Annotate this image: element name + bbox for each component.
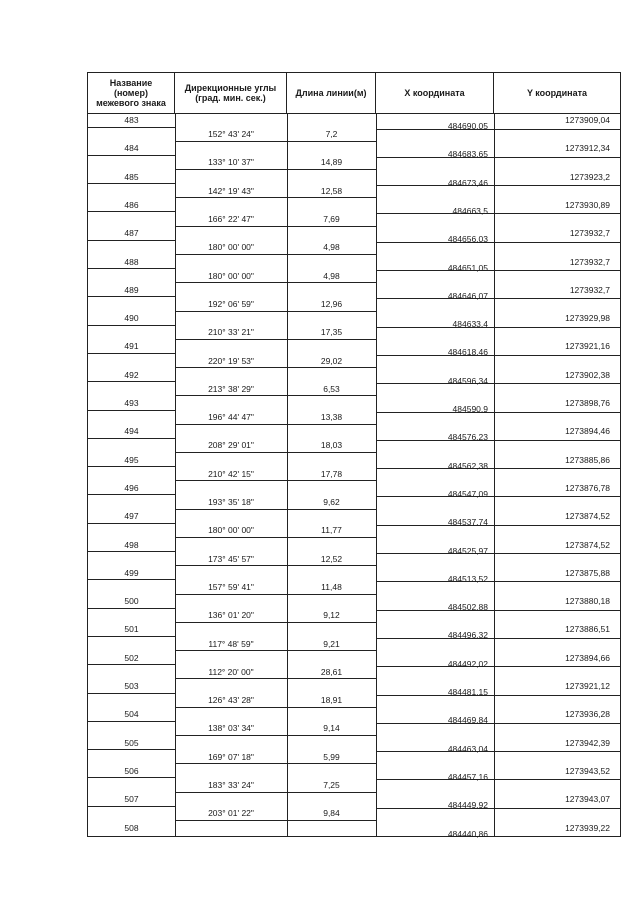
segment-divider	[175, 650, 376, 651]
direction-angle: 169° 07' 18"	[208, 751, 254, 762]
direction-angle: 180° 00' 00"	[208, 270, 254, 281]
direction-angle: 126° 43' 28"	[208, 695, 254, 706]
line-length: 7,25	[323, 780, 340, 791]
line-length: 9,12	[323, 610, 340, 621]
x-coordinate: 484547,09	[447, 488, 488, 499]
y-coordinate: 1273939,22	[565, 822, 610, 833]
header-direction-angle: Дирекционные углы (град. мин. сек.)	[175, 73, 287, 113]
point-name: 508	[124, 822, 139, 833]
row-divider	[376, 468, 620, 469]
row-divider	[88, 494, 175, 495]
direction-angle: 157° 59' 41"	[208, 581, 254, 592]
row-divider	[88, 353, 175, 354]
row-divider	[376, 581, 620, 582]
x-coordinate: 484633,4	[452, 319, 488, 330]
point-name: 492	[124, 369, 139, 380]
y-coordinate: 1273874,52	[565, 539, 610, 550]
y-coordinate: 1273943,07	[565, 794, 610, 805]
line-length: 11,77	[321, 525, 342, 536]
y-coordinate: 1273894,66	[565, 652, 610, 663]
direction-angle: 192° 06' 59"	[208, 298, 254, 309]
y-coordinate: 1273932,7	[569, 228, 610, 239]
x-coordinate: 484463,04	[447, 743, 488, 754]
row-divider	[376, 723, 620, 724]
y-coordinate: 1273902,38	[565, 369, 610, 380]
segment-divider	[175, 169, 376, 170]
direction-angle: 133° 10' 37"	[208, 157, 254, 168]
row-divider	[376, 129, 620, 130]
point-name: 486	[124, 199, 139, 210]
point-name: 501	[124, 624, 139, 635]
segment-divider	[175, 226, 376, 227]
y-coordinate: 1273885,86	[565, 454, 610, 465]
direction-angle: 173° 45' 57"	[208, 553, 254, 564]
x-coordinate: 484651,05	[447, 262, 488, 273]
row-divider	[376, 666, 620, 667]
row-divider	[376, 525, 620, 526]
x-coordinate: 484525,97	[447, 545, 488, 556]
row-divider	[376, 496, 620, 497]
direction-angle: 180° 00' 00"	[208, 242, 254, 253]
segment-divider	[175, 594, 376, 595]
point-name: 497	[124, 511, 139, 522]
x-coordinate: 484457,16	[447, 771, 488, 782]
y-coordinate: 1273930,89	[565, 199, 610, 210]
y-coordinate: 1273876,78	[565, 482, 610, 493]
x-coordinate: 484537,74	[447, 517, 488, 528]
y-coordinate: 1273880,18	[565, 596, 610, 607]
segment-divider	[175, 763, 376, 764]
x-coordinate: 484646,07	[447, 290, 488, 301]
line-length: 14,89	[320, 157, 343, 168]
row-divider	[88, 155, 175, 156]
column-divider	[494, 113, 495, 836]
boundary-coordinates-table	[87, 72, 621, 837]
y-coordinate: 1273936,28	[565, 709, 610, 720]
row-divider	[88, 551, 175, 552]
direction-angle: 193° 35' 18"	[208, 497, 254, 508]
segment-divider	[175, 735, 376, 736]
line-length: 9,84	[323, 808, 340, 819]
direction-angle: 138° 03' 34"	[208, 723, 254, 734]
line-length: 7,69	[323, 214, 340, 225]
row-divider	[88, 240, 175, 241]
row-divider	[88, 636, 175, 637]
line-length: 4,98	[323, 270, 340, 281]
row-divider	[376, 383, 620, 384]
x-coordinate: 484656,03	[447, 234, 488, 245]
x-coordinate: 484683,65	[447, 149, 488, 160]
row-divider	[88, 410, 175, 411]
x-coordinate: 484469,84	[447, 715, 488, 726]
point-name: 490	[124, 313, 139, 324]
line-length: 9,21	[323, 638, 340, 649]
direction-angle: 152° 43' 24"	[208, 129, 254, 140]
segment-divider	[175, 339, 376, 340]
segment-divider	[175, 141, 376, 142]
segment-divider	[175, 678, 376, 679]
direction-angle: 203° 01' 22"	[208, 808, 254, 819]
row-divider	[376, 638, 620, 639]
point-name: 488	[124, 256, 139, 267]
direction-angle: 142° 19' 43"	[208, 185, 254, 196]
segment-divider	[175, 254, 376, 255]
segment-divider	[175, 395, 376, 396]
row-divider	[376, 355, 620, 356]
row-divider	[376, 298, 620, 299]
segment-divider	[175, 424, 376, 425]
row-divider	[376, 808, 620, 809]
header-line-length: Длина линии(м)	[287, 73, 376, 113]
column-divider	[376, 113, 377, 836]
point-name: 504	[124, 709, 139, 720]
x-coordinate: 484618,46	[447, 347, 488, 358]
row-divider	[88, 325, 175, 326]
x-coordinate: 484440,86	[447, 828, 488, 839]
point-name: 493	[124, 398, 139, 408]
x-coordinate: 484513,52	[447, 573, 488, 584]
segment-divider	[175, 707, 376, 708]
header-y-coordinate: Y координата	[526, 88, 588, 98]
y-coordinate: 1273932,7	[569, 256, 610, 267]
segment-divider	[175, 311, 376, 312]
direction-angle: 220° 19' 53"	[208, 355, 254, 366]
y-coordinate: 1273929,98	[565, 313, 610, 324]
line-length: 17,78	[320, 468, 343, 479]
row-divider	[88, 664, 175, 665]
row-divider	[88, 127, 175, 128]
segment-divider	[175, 452, 376, 453]
row-divider	[376, 242, 620, 243]
point-name: 505	[124, 737, 139, 748]
line-length: 12,58	[320, 185, 343, 196]
point-name: 484	[124, 143, 139, 154]
row-divider	[376, 440, 620, 441]
row-divider	[88, 381, 175, 382]
line-length: 4,98	[323, 242, 340, 253]
y-coordinate: 1273874,52	[565, 511, 610, 522]
line-length: 18,91	[320, 695, 343, 706]
x-coordinate: 484673,46	[447, 177, 488, 188]
row-divider	[376, 213, 620, 214]
segment-divider	[175, 509, 376, 510]
row-divider	[88, 777, 175, 778]
point-name: 503	[124, 681, 139, 691]
x-coordinate: 484492,02	[447, 658, 488, 669]
line-length: 9,62	[323, 497, 340, 508]
row-divider	[88, 749, 175, 750]
x-coordinate: 484449,92	[447, 800, 488, 811]
row-divider	[376, 157, 620, 158]
segment-divider	[175, 565, 376, 566]
row-divider	[88, 523, 175, 524]
header-x-coordinate: X координата	[376, 73, 494, 113]
y-coordinate: 1273894,46	[565, 426, 610, 437]
segment-divider	[175, 820, 376, 821]
point-name: 507	[124, 794, 139, 805]
row-divider	[88, 268, 175, 269]
point-name: 502	[124, 652, 139, 663]
y-coordinate: 1273912,34	[565, 143, 610, 154]
segment-divider	[175, 367, 376, 368]
point-name: 494	[124, 426, 139, 437]
line-length: 13,38	[320, 412, 343, 423]
header-divider	[88, 113, 620, 114]
row-divider	[88, 211, 175, 212]
row-divider	[88, 693, 175, 694]
x-coordinate: 484690,05	[447, 121, 488, 131]
row-divider	[376, 695, 620, 696]
line-length: 12,96	[320, 298, 343, 309]
line-length: 28,61	[320, 666, 343, 677]
line-length: 9,14	[323, 723, 340, 734]
y-coordinate: 1273898,76	[565, 398, 610, 408]
point-name: 495	[124, 454, 139, 465]
point-name: 487	[124, 228, 139, 239]
line-length: 17,35	[320, 327, 343, 338]
direction-angle: 210° 33' 21"	[208, 327, 254, 338]
segment-divider	[175, 792, 376, 793]
line-length: 12,52	[320, 553, 343, 564]
point-name: 496	[124, 482, 139, 493]
x-coordinate: 484496,32	[447, 630, 488, 641]
direction-angle: 183° 33' 24"	[208, 780, 254, 791]
row-divider	[88, 806, 175, 807]
y-coordinate: 1273921,16	[565, 341, 610, 352]
direction-angle: 196° 44' 47"	[208, 412, 254, 423]
point-name: 498	[124, 539, 139, 550]
line-length: 11,48	[321, 581, 342, 592]
line-length: 18,03	[320, 440, 343, 451]
direction-angle: 208° 29' 01"	[208, 440, 254, 451]
x-coordinate: 484596,34	[447, 375, 488, 386]
row-divider	[376, 610, 620, 611]
y-coordinate: 1273942,39	[565, 737, 610, 748]
direction-angle: 117° 48' 59"	[208, 638, 254, 649]
row-divider	[88, 466, 175, 467]
point-name: 506	[124, 765, 139, 776]
direction-angle: 166° 22' 47"	[208, 214, 254, 225]
row-divider	[88, 296, 175, 297]
row-divider	[376, 270, 620, 271]
line-length: 29,02	[320, 355, 343, 366]
row-divider	[88, 438, 175, 439]
direction-angle: 210° 42' 15"	[208, 468, 254, 479]
y-coordinate: 1273909,04	[565, 115, 610, 125]
row-divider	[376, 751, 620, 752]
row-divider	[88, 721, 175, 722]
direction-angle: 180° 00' 00"	[208, 525, 254, 536]
point-name: 491	[124, 341, 139, 352]
x-coordinate: 484502,88	[447, 602, 488, 613]
row-divider	[376, 185, 620, 186]
line-length: 7,2	[325, 129, 338, 140]
point-name: 489	[124, 284, 139, 295]
row-divider	[376, 553, 620, 554]
direction-angle: 112° 20' 00"	[208, 666, 254, 677]
x-coordinate: 484481,15	[447, 687, 488, 697]
x-coordinate: 484576,23	[447, 432, 488, 443]
row-divider	[376, 412, 620, 413]
x-coordinate: 484562,38	[447, 460, 488, 471]
point-name: 485	[124, 171, 139, 182]
direction-angle: 213° 38' 29"	[208, 383, 254, 394]
line-length: 6,53	[323, 383, 340, 394]
y-coordinate: 1273923,2	[569, 171, 610, 182]
segment-divider	[175, 197, 376, 198]
segment-divider	[175, 480, 376, 481]
point-name: 483	[124, 115, 139, 125]
point-name: 499	[124, 567, 139, 578]
segment-divider	[175, 282, 376, 283]
row-divider	[376, 779, 620, 780]
direction-angle: 136° 01' 20"	[208, 610, 254, 621]
y-coordinate: 1273886,51	[565, 624, 610, 635]
row-divider	[88, 608, 175, 609]
x-coordinate: 484663,5	[452, 205, 488, 216]
row-divider	[376, 327, 620, 328]
y-coordinate: 1273875,88	[565, 567, 610, 578]
segment-divider	[175, 537, 376, 538]
y-coordinate: 1273943,52	[565, 765, 610, 776]
row-divider	[88, 183, 175, 184]
row-divider	[88, 579, 175, 580]
y-coordinate: 1273921,12	[565, 681, 610, 691]
point-name: 500	[124, 596, 139, 607]
header-point-name: Название (номер) межевого знака	[88, 73, 175, 113]
x-coordinate: 484590,9	[452, 404, 488, 414]
segment-divider	[175, 622, 376, 623]
line-length: 5,99	[323, 751, 340, 762]
y-coordinate: 1273932,7	[569, 284, 610, 295]
